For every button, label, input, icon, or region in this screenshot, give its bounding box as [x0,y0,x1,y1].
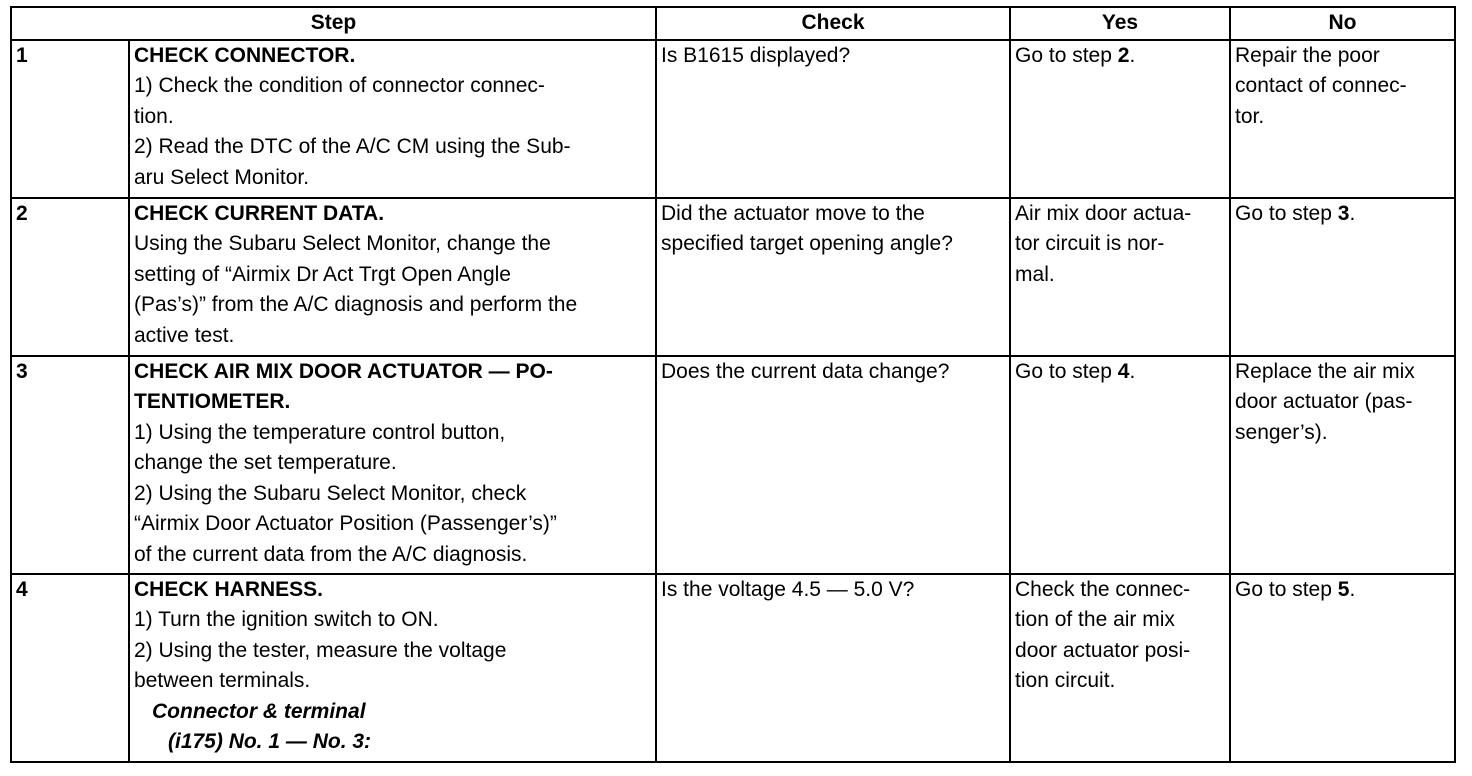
step-line: setting of “Airmix Dr Act Trgt Open Angle [134,262,511,286]
yes-cell [1010,40,1230,198]
table-row [11,40,1455,198]
yes-text: Go to step [1015,43,1118,67]
no-cell [1230,198,1455,356]
check-line: specified target opening angle? [661,232,953,255]
step-line: 2) Using the tester, measure the voltage [134,638,507,662]
header-no: No [1230,7,1455,40]
step-number: 2 [11,198,129,356]
yes-line: Check the connec- [1015,577,1191,601]
no-end: . [1349,201,1356,225]
no-end: . [1349,577,1356,601]
step-line: aru Select Monitor. [134,165,310,189]
no-cell [1230,356,1455,574]
yes-line: door actuator posi- [1015,638,1191,662]
table-row [11,574,1455,762]
yes-end: . [1129,43,1136,67]
check-cell [656,198,1010,356]
yes-line: Air mix door actua- [1015,201,1192,225]
yes-step-ref: 4 [1117,359,1130,383]
header-step: Step [11,7,656,40]
check-line: Does the current data change? [661,359,950,383]
step-line: 1) Turn the ignition switch to ON. [134,608,439,631]
yes-cell [1010,356,1230,574]
yes-cell [1010,574,1230,762]
terminal-spec: (i175) No. 1 — No. 3: [168,730,372,753]
no-line: Replace the air mix [1235,359,1415,383]
no-step-ref: 3 [1337,201,1350,225]
step-description [129,40,656,198]
step-number: 4 [11,574,129,762]
step-line: between terminals. [134,669,311,692]
no-line: Repair the poor [1235,43,1380,67]
header-row [11,7,1455,40]
connector-terminal-label: Connector & terminal [152,699,366,723]
no-line: contact of connec- [1235,74,1407,97]
check-cell [656,40,1010,198]
step-title: CHECK CURRENT DATA. [134,201,385,225]
step-number: 3 [11,356,129,574]
table-row [11,198,1455,356]
step-title: CHECK HARNESS. [134,577,324,601]
no-line: door actuator (pas- [1235,390,1413,413]
check-line: Is B1615 displayed? [661,43,851,67]
step-title: CHECK AIR MIX DOOR ACTUATOR — PO- [134,359,553,383]
no-cell [1230,40,1455,198]
yes-text: Go to step [1015,359,1118,383]
no-line: tor. [1235,104,1265,128]
no-step-ref: 5 [1337,577,1350,601]
step-line: Using the Subaru Select Monitor, change the [134,232,551,255]
step-line: 1) Check the condition of connector connec- [134,74,545,97]
step-line: (Pas’s)” from the A/C diagnosis and perform the [134,293,578,316]
step-line: change the set temperature. [134,451,397,474]
check-cell [656,356,1010,574]
table-row [11,356,1455,574]
step-line: 2) Using the Subaru Select Monitor, check [134,481,527,505]
step-title: CHECK CONNECTOR. [134,43,356,67]
yes-cell [1010,198,1230,356]
yes-line: tion of the air mix [1015,608,1175,631]
yes-line: tion circuit. [1015,669,1116,692]
check-line: Is the voltage 4.5 — 5.0 V? [661,577,915,601]
yes-line: mal. [1015,262,1055,286]
step-number: 1 [11,40,129,198]
step-description [129,198,656,356]
step-description [129,356,656,574]
step-description [129,574,656,762]
yes-line: tor circuit is nor- [1015,232,1165,255]
no-text: Go to step [1235,201,1338,225]
step-line: of the current data from the A/C diagnosis. [134,542,528,566]
no-cell [1230,574,1455,762]
step-line: 1) Using the temperature control button, [134,420,506,444]
no-line: senger’s). [1235,420,1328,444]
diagnostic-table [10,6,1456,763]
step-title: TENTIOMETER. [134,390,291,413]
step-line: 2) Read the DTC of the A/C CM using the Sub- [134,135,571,158]
check-line: Did the actuator move to the [661,201,925,225]
step-line: active test. [134,323,235,347]
yes-step-ref: 2 [1117,43,1130,67]
step-line: “Airmix Door Actuator Position (Passenger’s)” [134,512,557,535]
header-check: Check [656,7,1010,40]
yes-end: . [1129,359,1136,383]
step-line: tion. [134,104,174,128]
no-text: Go to step [1235,577,1338,601]
header-yes: Yes [1010,7,1230,40]
check-cell [656,574,1010,762]
